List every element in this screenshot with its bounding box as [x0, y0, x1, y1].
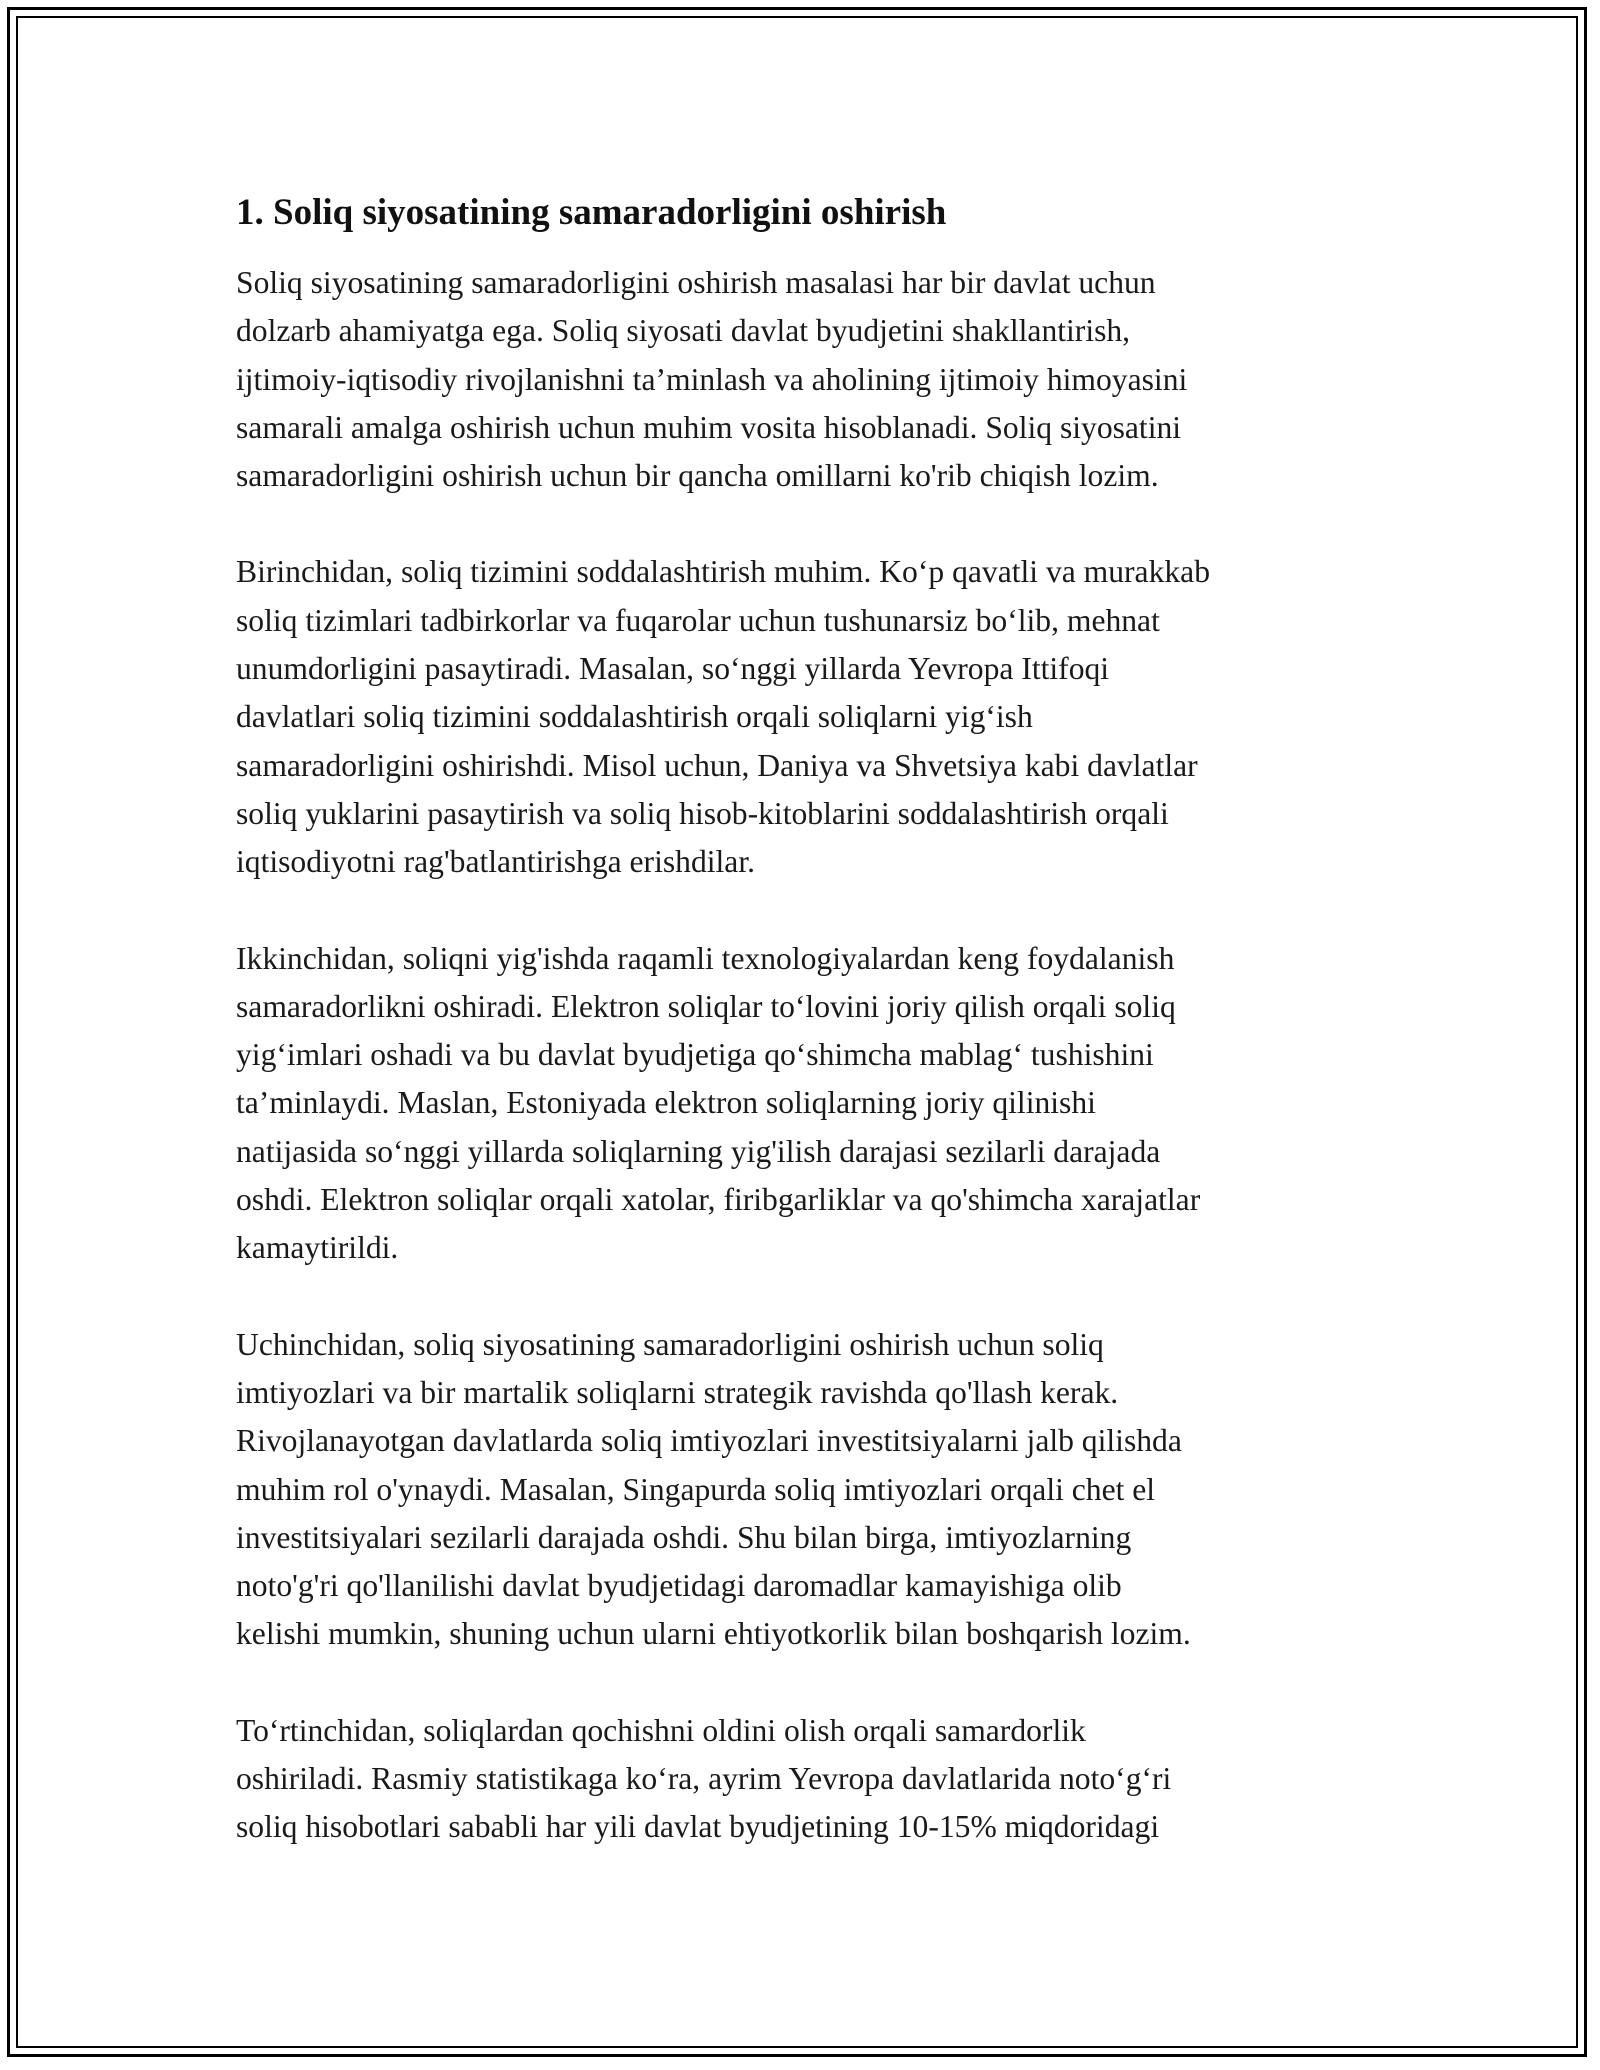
section-heading: 1. Soliq siyosatining samaradorligini oshirish	[236, 192, 947, 233]
text-line: Birinchidan, soliq tizimini soddalashtirish muhim. Koʻp qavatli va murakkab	[236, 554, 1210, 590]
text-line: soliq hisobotlari sababli har yili davlat byudjetining 10-15% miqdoridagi	[236, 1809, 1160, 1845]
text-line: imtiyozlari va bir martalik soliqlarni strategik ravishda qo'llash kerak.	[236, 1374, 1119, 1410]
paragraph-introduction	[236, 259, 1396, 500]
text-line: soliq tizimlari tadbirkorlar va fuqarolar uchun tushunarsiz boʻlib, mehnat	[236, 602, 1160, 638]
text-line: davlatlari soliq tizimini soddalashtirish orqali soliqlarni yigʻish	[236, 699, 1033, 735]
text-line: Rivojlanayotgan davlatlarda soliq imtiyozlari investitsiyalarni jalb qilishda	[236, 1423, 1182, 1459]
paragraph-second-point	[236, 935, 1396, 1273]
text-line: unumdorligini pasaytiradi. Masalan, soʻnggi yillarda Yevropa Ittifoqi	[236, 651, 1110, 687]
document-body	[236, 188, 1396, 1900]
text-line: samaradorligini oshirishdi. Misol uchun, Daniya va Shvetsiya kabi davlatlar	[236, 747, 1198, 783]
text-line: soliq yuklarini pasaytirish va soliq hisob-kitoblarini soddalashtirish orqali	[236, 795, 1169, 831]
text-line: ta’minlaydi. Maslan, Estoniyada elektron soliqlarning joriy qilinishi	[236, 1085, 1096, 1121]
text-line: Soliq siyosatining samaradorligini oshirish masalasi har bir davlat uchun	[236, 265, 1156, 300]
text-line: Toʻrtinchidan, soliqlardan qochishni oldini olish orqali samardorlik	[236, 1712, 1086, 1748]
text-line: muhim rol o'ynaydi. Masalan, Singapurda soliq imtiyozlari orqali chet el	[236, 1471, 1156, 1507]
text-line: ijtimoiy-iqtisodiy rivojlanishni ta’minlash va aholining ijtimoiy himoyasini	[236, 361, 1188, 397]
text-line: Ikkinchidan, soliqni yig'ishda raqamli texnologiyalardan keng foydalanish	[236, 940, 1175, 976]
paragraph-first-point	[236, 548, 1396, 886]
text-line: oshiriladi. Rasmiy statistikaga koʻra, ayrim Yevropa davlatlarida notoʻgʻri	[236, 1761, 1172, 1797]
paragraph-fourth-point	[236, 1707, 1396, 1852]
text-line: oshdi. Elektron soliqlar orqali xatolar, firibgarliklar va qo'shimcha xarajatlar	[236, 1182, 1201, 1218]
text-line: iqtisodiyotni rag'batlantirishga erishdilar.	[236, 844, 755, 880]
text-line: kamaytirildi.	[236, 1230, 399, 1266]
text-line: samaradorligini oshirish uchun bir qancha omillarni ko'rib chiqish lozim.	[236, 458, 1159, 494]
text-line: natijasida soʻnggi yillarda soliqlarning yig'ilish darajasi sezilarli darajada	[236, 1133, 1161, 1169]
text-line: dolzarb ahamiyatga ega. Soliq siyosati davlat byudjetini shakllantirish,	[236, 313, 1131, 349]
paragraph-third-point	[236, 1321, 1396, 1659]
text-line: Uchinchidan, soliq siyosatining samaradorligini oshirish uchun soliq	[236, 1326, 1104, 1362]
text-line: yigʻimlari oshadi va bu davlat byudjetiga qoʻshimcha mablagʻ tushishini	[236, 1037, 1154, 1073]
text-line: noto'g'ri qo'llanilishi davlat byudjetidagi daromadlar kamayishiga olib	[236, 1568, 1122, 1604]
text-line: kelishi mumkin, shuning uchun ularni ehtiyotkorlik bilan boshqarish lozim.	[236, 1616, 1191, 1652]
text-line: investitsiyalari sezilarli darajada oshdi. Shu bilan birga, imtiyozlarning	[236, 1519, 1132, 1555]
text-line: samaradorlikni oshiradi. Elektron soliqlar toʻlovini joriy qilish orqali soliq	[236, 988, 1176, 1024]
text-line: samarali amalga oshirish uchun muhim vosita hisoblanadi. Soliq siyosatini	[236, 409, 1182, 445]
